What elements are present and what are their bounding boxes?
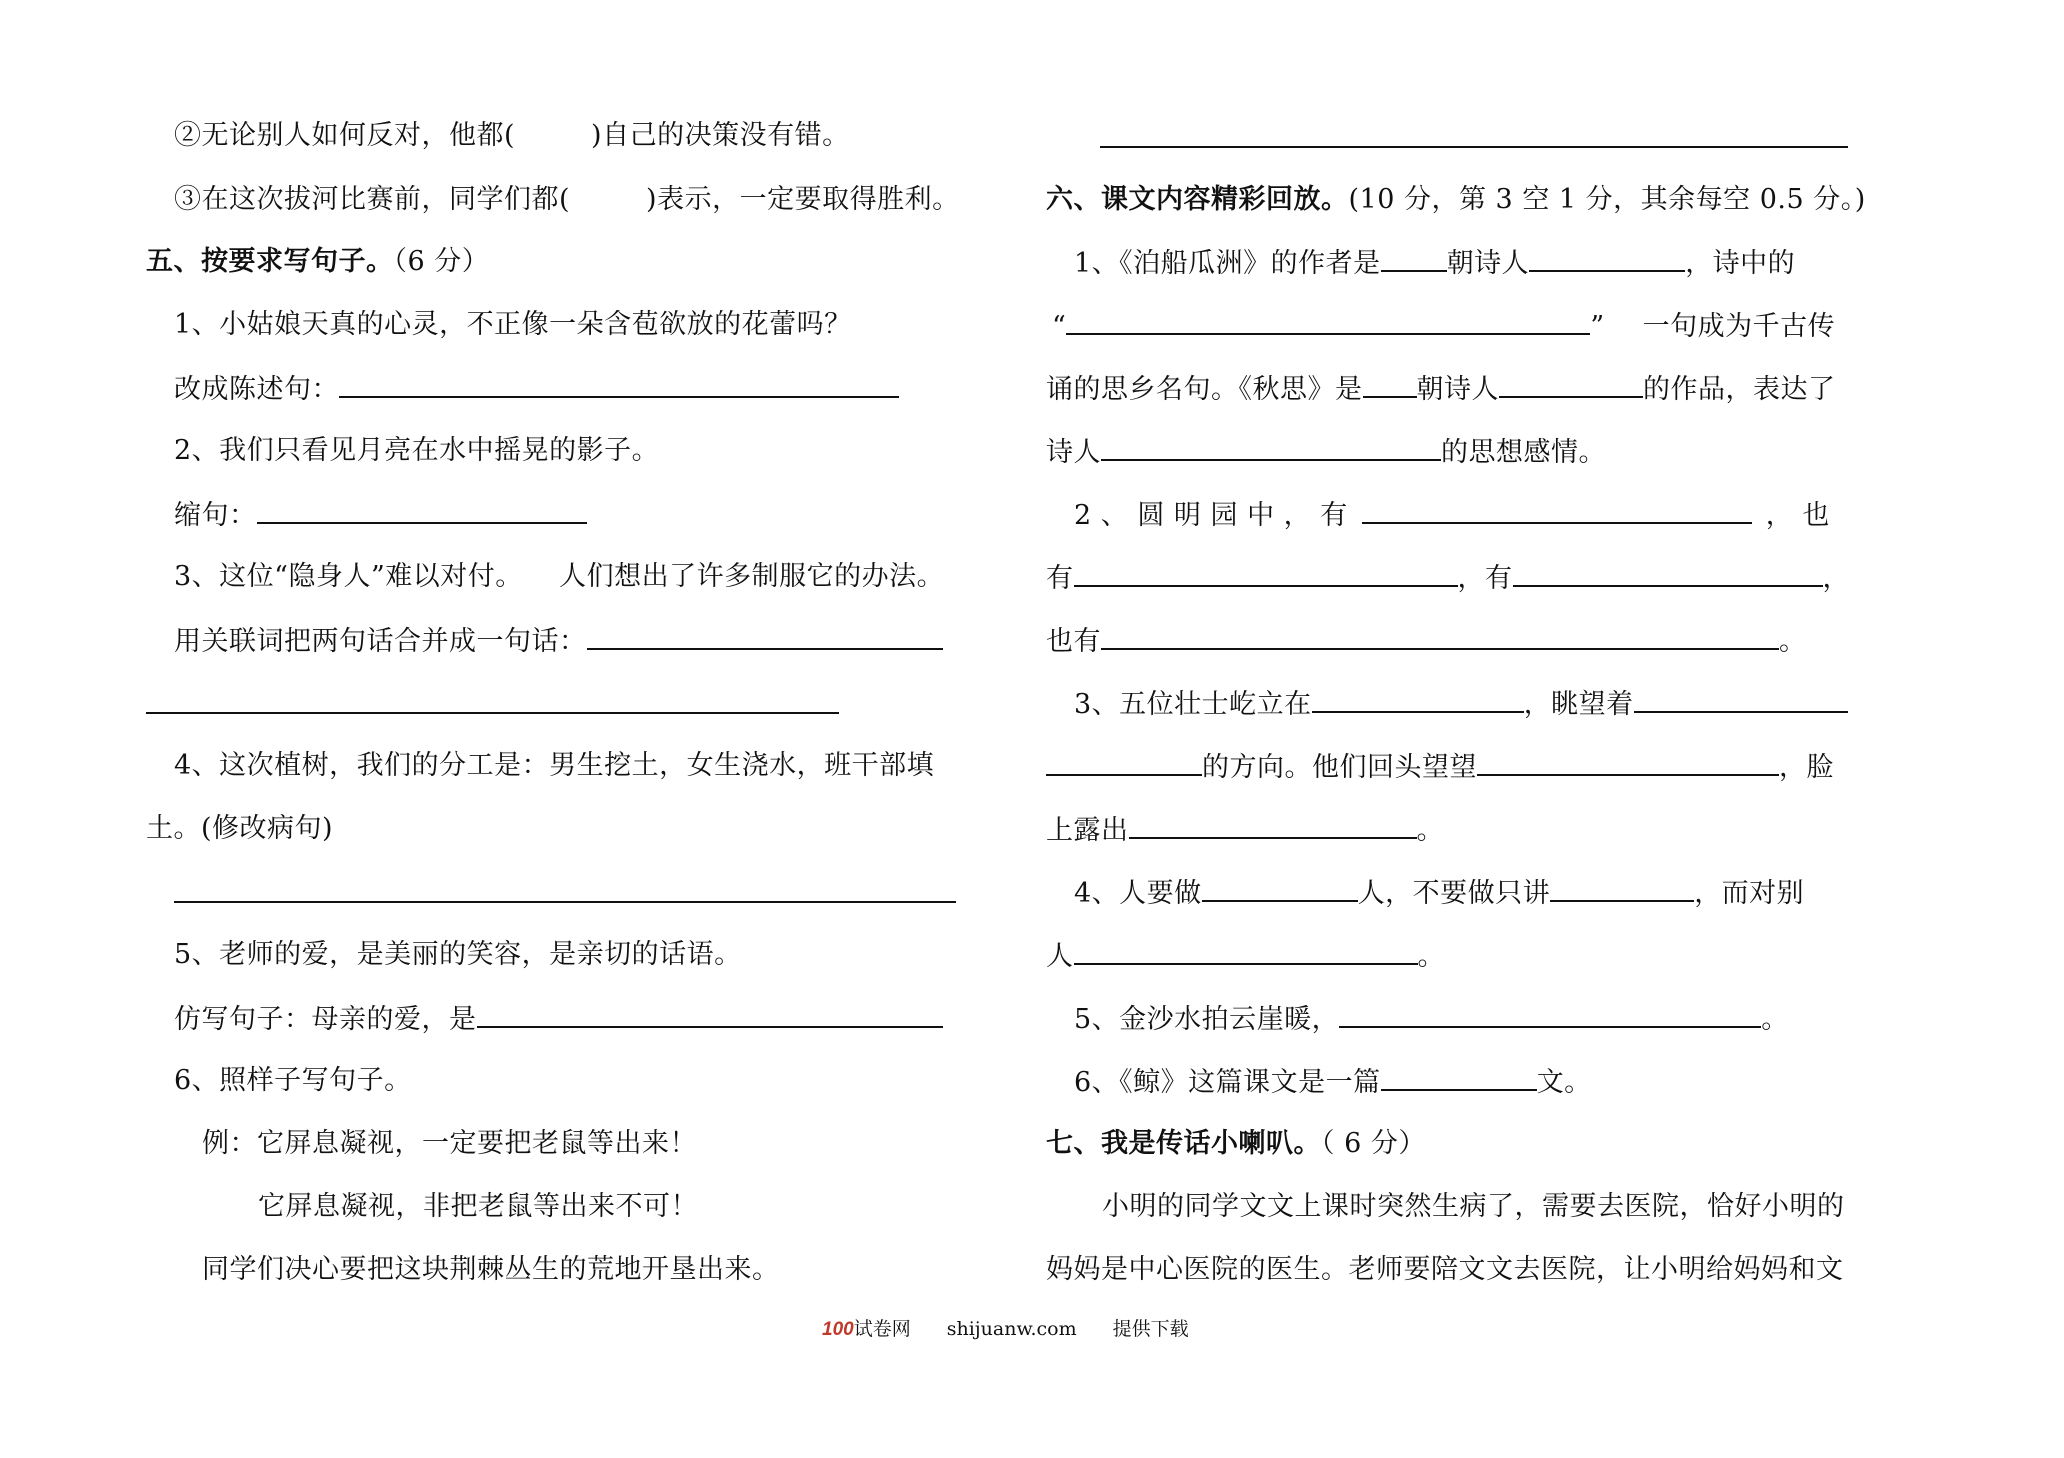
s6-q1-line4: 诗人 的思想感情。 (1046, 431, 1606, 473)
s5-q5: 5、老师的爱，是美丽的笑容，是亲切的话语。 (174, 939, 742, 970)
s6-q2-line2: 有 ，有 ， (1046, 557, 1850, 599)
s6-q2-line3: 也有 。 (1046, 620, 1807, 662)
s6-q1-line2: “ ” 一句成为千古传 (1052, 305, 1835, 347)
answer-blank[interactable] (1363, 368, 1417, 398)
answer-blank[interactable] (1066, 305, 1590, 335)
answer-blank[interactable] (1046, 746, 1202, 776)
answer-blank[interactable] (1202, 872, 1358, 902)
section-7-heading: 七、我是传话小喇叭。（ 6 分） (1046, 1128, 1426, 1159)
s5-q6-example-2: 它屏息凝视，非把老鼠等出来不可！ (258, 1191, 698, 1222)
answer-blank[interactable] (1381, 242, 1447, 272)
s7-paragraph-line2: 妈妈是中心医院的医生。老师要陪文文去医院，让小明给妈妈和文 (1046, 1254, 1844, 1285)
s5-q3-answer: 用关联词把两句话合并成一句话： (174, 620, 943, 662)
s5-q1: 1、小姑娘天真的心灵，不正像一朵含苞欲放的花蕾吗？ (174, 309, 852, 340)
answer-blank[interactable] (1529, 242, 1685, 272)
answer-blank[interactable] (1499, 368, 1643, 398)
answer-blank[interactable] (1129, 809, 1417, 839)
s6-q2-line1: 2 、 圆 明 园 中 ， 有 ， 也 (1074, 494, 1830, 536)
answer-line[interactable] (174, 901, 956, 903)
answer-blank[interactable] (1513, 557, 1823, 587)
site-logo: 100 (822, 1319, 854, 1340)
answer-blank[interactable] (1074, 557, 1458, 587)
s6-q3-line3: 上露出 。 (1046, 809, 1444, 851)
site-name: 试卷网 (853, 1318, 911, 1340)
answer-blank[interactable] (1101, 620, 1779, 650)
s5-q3: 3、这位“隐身人”难以对付。 人们想出了许多制服它的办法。 (174, 561, 945, 592)
answer-blank[interactable] (339, 368, 899, 398)
answer-blank[interactable] (1477, 746, 1779, 776)
s6-q5: 5、金沙水拍云崖暖， 。 (1074, 998, 1789, 1040)
s6-q4-line2: 人 。 (1046, 935, 1445, 977)
page-footer (822, 1316, 1189, 1343)
q4-item-2: ②无论别人如何反对，他都( )自己的决策没有错。 (174, 116, 850, 156)
section-5-heading: 五、按要求写句子。（6 分） (146, 246, 490, 277)
answer-blank[interactable] (1362, 494, 1752, 524)
s5-q6-example-1: 例：它屏息凝视，一定要把老鼠等出来！ (202, 1128, 697, 1159)
s6-q3-line1: 3、五位壮士屹立在 ，眺望着 (1074, 683, 1848, 725)
s5-q4-line1: 4、这次植树，我们的分工是：男生挖土，女生浇水，班干部填 (174, 750, 935, 781)
answer-blank[interactable] (1074, 935, 1418, 965)
answer-line[interactable] (1100, 146, 1848, 148)
answer-blank[interactable] (515, 116, 591, 144)
answer-blank[interactable] (1312, 683, 1524, 713)
section-6-heading: 六、课文内容精彩回放。(10 分，第 3 空 1 分，其余每空 0.5 分。) (1046, 184, 1866, 215)
s6-q4-line1: 4、人要做 人，不要做只讲 ，而对别 (1074, 872, 1804, 914)
s5-q6-task: 同学们决心要把这块荆棘丛生的荒地开垦出来。 (202, 1254, 780, 1285)
answer-blank[interactable] (1101, 431, 1441, 461)
site-url[interactable]: shijuanw.com (946, 1318, 1077, 1340)
s6-q3-line2: 的方向。他们回头望望 ，脸 (1046, 746, 1834, 788)
answer-blank[interactable] (1634, 683, 1848, 713)
s5-q5-answer: 仿写句子：母亲的爱，是 (174, 998, 943, 1040)
answer-blank[interactable] (1381, 1061, 1537, 1091)
s6-q1-line3: 诵的思乡名句。《秋思》是 朝诗人 的作品，表达了 (1046, 368, 1836, 410)
q4-item-3: ③在这次拔河比赛前，同学们都( )表示，一定要取得胜利。 (174, 180, 960, 220)
footer-note: 提供下载 (1112, 1318, 1189, 1340)
answer-blank[interactable] (1550, 872, 1694, 902)
answer-blank[interactable] (587, 620, 943, 650)
s6-q6: 6、《鲸》这篇课文是一篇 文。 (1074, 1061, 1592, 1103)
s5-q1-answer: 改成陈述句： (174, 368, 899, 410)
s5-q6: 6、照样子写句子。 (174, 1065, 412, 1096)
answer-blank[interactable] (570, 180, 646, 208)
s5-q2: 2、我们只看见月亮在水中摇晃的影子。 (174, 435, 660, 466)
answer-blank[interactable] (1339, 998, 1761, 1028)
s5-q2-answer: 缩句： (174, 494, 587, 536)
s7-paragraph-line1: 小明的同学文文上课时突然生病了，需要去医院，恰好小明的 (1102, 1191, 1845, 1222)
answer-blank[interactable] (477, 998, 943, 1028)
answer-blank[interactable] (257, 494, 587, 524)
s5-q4-line2: 土。(修改病句) (146, 813, 334, 844)
s6-q1-line1: 1、《泊船瓜洲》的作者是 朝诗人 ，诗中的 (1074, 242, 1795, 284)
answer-line[interactable] (146, 712, 839, 714)
